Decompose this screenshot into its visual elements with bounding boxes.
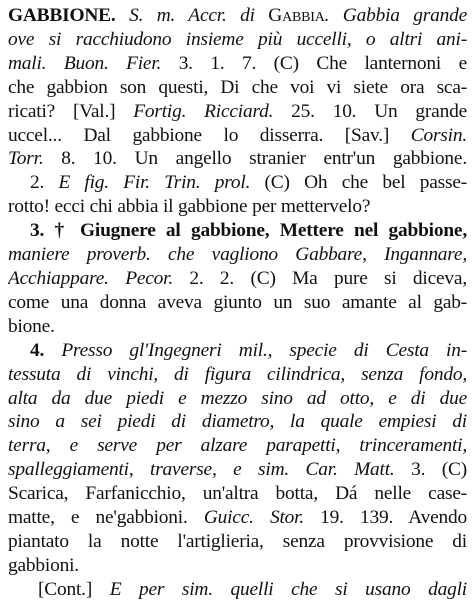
entry-line (8, 4, 467, 28)
dictionary-entry-gabbione (8, 4, 467, 602)
entry-line (8, 28, 467, 52)
entry-text: ove si racchiudono insieme più uccelli, o altri ani- (8, 28, 467, 50)
entry-line (8, 76, 467, 100)
entry-text: come una donna aveva giunto un suo amante al gab- (8, 291, 467, 313)
entry-text: alta da due piedi e mezzo sino ad otto, e di due (8, 387, 467, 409)
entry-line (8, 171, 467, 195)
entry-text: S. m. Accr. di (115, 5, 269, 26)
entry-line (8, 315, 467, 339)
entry-line (8, 530, 467, 554)
entry-text: che gabbion son questi, Di che voi vi siete ora sca- (8, 76, 467, 98)
entry-line (8, 219, 467, 243)
entry-line (8, 410, 467, 434)
entry-text: tessuta di vinchi, di figura cilindrica, senza fondo, (8, 363, 467, 385)
entry-text: spalleggiamenti, traverse, e sim. Car. Matt. (8, 459, 412, 481)
entry-line (8, 482, 467, 506)
entry-line (8, 363, 467, 387)
entry-line (8, 52, 467, 76)
entry-line (8, 195, 467, 219)
entry-text: Gabbia (268, 5, 325, 26)
entry-text: maniere proverb. che vagliono Gabbare, Ingannare, (8, 244, 467, 266)
entry-text: 2. (30, 172, 59, 194)
entry-text: E per sim. quelli che si usano dagli (109, 578, 467, 600)
entry-line (8, 124, 467, 148)
entry-text: uccel... Dal gabbione lo disserra. [Sav.] (8, 124, 411, 146)
entry-text: bione. (8, 315, 55, 337)
entry-text: GABBIONE. (8, 5, 116, 26)
entry-line (8, 506, 467, 530)
entry-text: [Cont.] (38, 578, 110, 600)
entry-text: Torr. (8, 148, 62, 170)
entry-line (8, 554, 467, 578)
entry-text: 8. 10. Un angello stranier entr'un gabbione. (61, 148, 467, 170)
entry-line (8, 339, 467, 363)
entry-text: matte, e ne'gabbioni. (8, 507, 204, 529)
entry-text: 3. (C) (411, 459, 467, 481)
entry-text: 4. (30, 339, 62, 361)
entry-line (8, 434, 467, 458)
entry-text: E fig. Fir. Trin. prol. (58, 172, 265, 194)
entry-text: 25. 10. Un grande (291, 100, 467, 122)
entry-text: piantato la notte l'artiglieria, senza provvisione di (8, 530, 467, 552)
entry-text: (C) Oh che bel passe- (264, 172, 467, 194)
entry-line (8, 458, 467, 482)
entry-line (8, 100, 467, 124)
entry-text: Fortig. Ricciard. (133, 100, 292, 122)
entry-text: mali. Buon. Fier. (8, 52, 179, 74)
entry-line (8, 267, 467, 291)
entry-text: 3. 1. 7. (C) Che lanternoni e (178, 52, 467, 74)
entry-line (8, 243, 467, 267)
entry-text: 3. † Giugnere al gabbione, Mettere nel gabbione, (30, 220, 467, 242)
entry-text: Scarica, Farfanicchio, un'altra botta, Dá nelle case- (8, 483, 467, 505)
entry-text: terra, e serve per alzare parapetti, trinceramenti, (8, 435, 467, 457)
entry-text: gabbioni. (8, 554, 79, 576)
entry-text: Presso gl'Ingegneri mil., specie di Cesta in- (61, 339, 467, 361)
entry-text: Acchiappare. Pecor. (8, 267, 190, 289)
entry-text: rotto! ecci chi abbia il gabbione per mettervelo? (8, 196, 371, 218)
entry-text: ricati? [Val.] (8, 100, 134, 122)
entry-text: Guicc. Stor. (203, 507, 321, 529)
entry-line (8, 387, 467, 411)
entry-text: Corsin. (410, 124, 467, 146)
entry-text: . Gabbia grande (324, 5, 467, 26)
entry-text: 2. 2. (C) Ma pure si diceva, (189, 267, 467, 289)
entry-line (8, 147, 467, 171)
entry-line (8, 291, 467, 315)
entry-line (8, 578, 467, 602)
entry-text: sino a sei piedi di diametro, la quale empiesi di (8, 411, 467, 433)
entry-text: 19. 139. Avendo (320, 507, 467, 529)
